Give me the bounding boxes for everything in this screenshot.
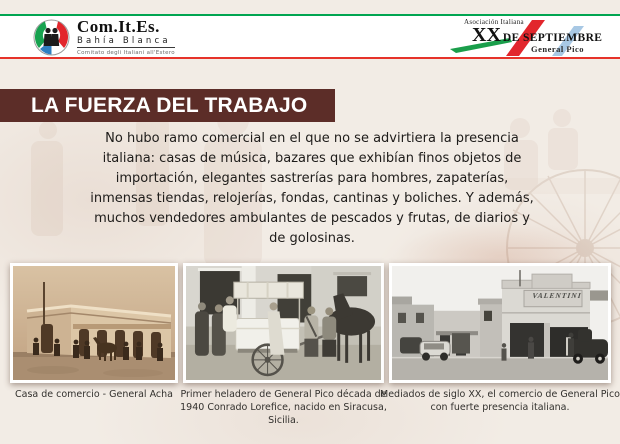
photo-primer-heladero-image: [186, 266, 381, 380]
association-name: Asociación Italiana: [464, 18, 524, 26]
body-paragraph: No hubo ramo comercial en el que no se advirtiera la presencia italiana: casas de música, bazares que exhibían finos objetos de importación, elegantes sastrerías para hombres, zapaterías, inmensas tiendas, relojerías, fondas, cantinas y boliches. Y además, muchos vendedores ambulantes de pescados y frutas, de diarios y de golosinas.: [90, 131, 534, 246]
association-city: General Pico: [531, 44, 584, 54]
photo-comercio-general-pico: [389, 263, 611, 383]
photo-caption-casa-de-comercio: Casa de comercio - General Acha: [15, 389, 173, 400]
xx-septiembre-logo: [448, 18, 603, 56]
comites-subtitle: Bahía Blanca: [77, 36, 175, 48]
photo-casa-de-comercio: [10, 263, 178, 383]
valentini-sign: VALENTINI: [531, 291, 583, 300]
flag-red-divider: [0, 57, 620, 59]
photo-caption-primer-heladero: Primer heladero de General Pico década de 1940 Conrado Lorefice, nacido en Siracusa, Sicilia.: [180, 389, 387, 426]
page-title: [0, 89, 335, 122]
comites-tagline: Comitato degli Italiani all'Estero: [77, 50, 175, 56]
comites-title: Com.It.Es.: [77, 17, 160, 36]
photo-comercio-general-pico-image: [392, 266, 608, 380]
photo-caption-comercio-general-pico: Mediados de siglo XX, el comercio de General Pico con fuerte presencia italiana.: [380, 389, 620, 413]
comites-logo-text: [77, 18, 175, 57]
association-title: DE SEPTIEMBRE: [502, 32, 603, 44]
comites-logo: [33, 18, 175, 57]
photo-primer-heladero: [183, 263, 384, 383]
comites-emblem-icon: [33, 19, 70, 56]
header: [0, 16, 620, 57]
page-title-text: LA FUERZA DEL TRABAJO: [31, 94, 308, 117]
photo-casa-de-comercio-image: [13, 266, 175, 380]
association-numeral: XX: [472, 24, 501, 46]
